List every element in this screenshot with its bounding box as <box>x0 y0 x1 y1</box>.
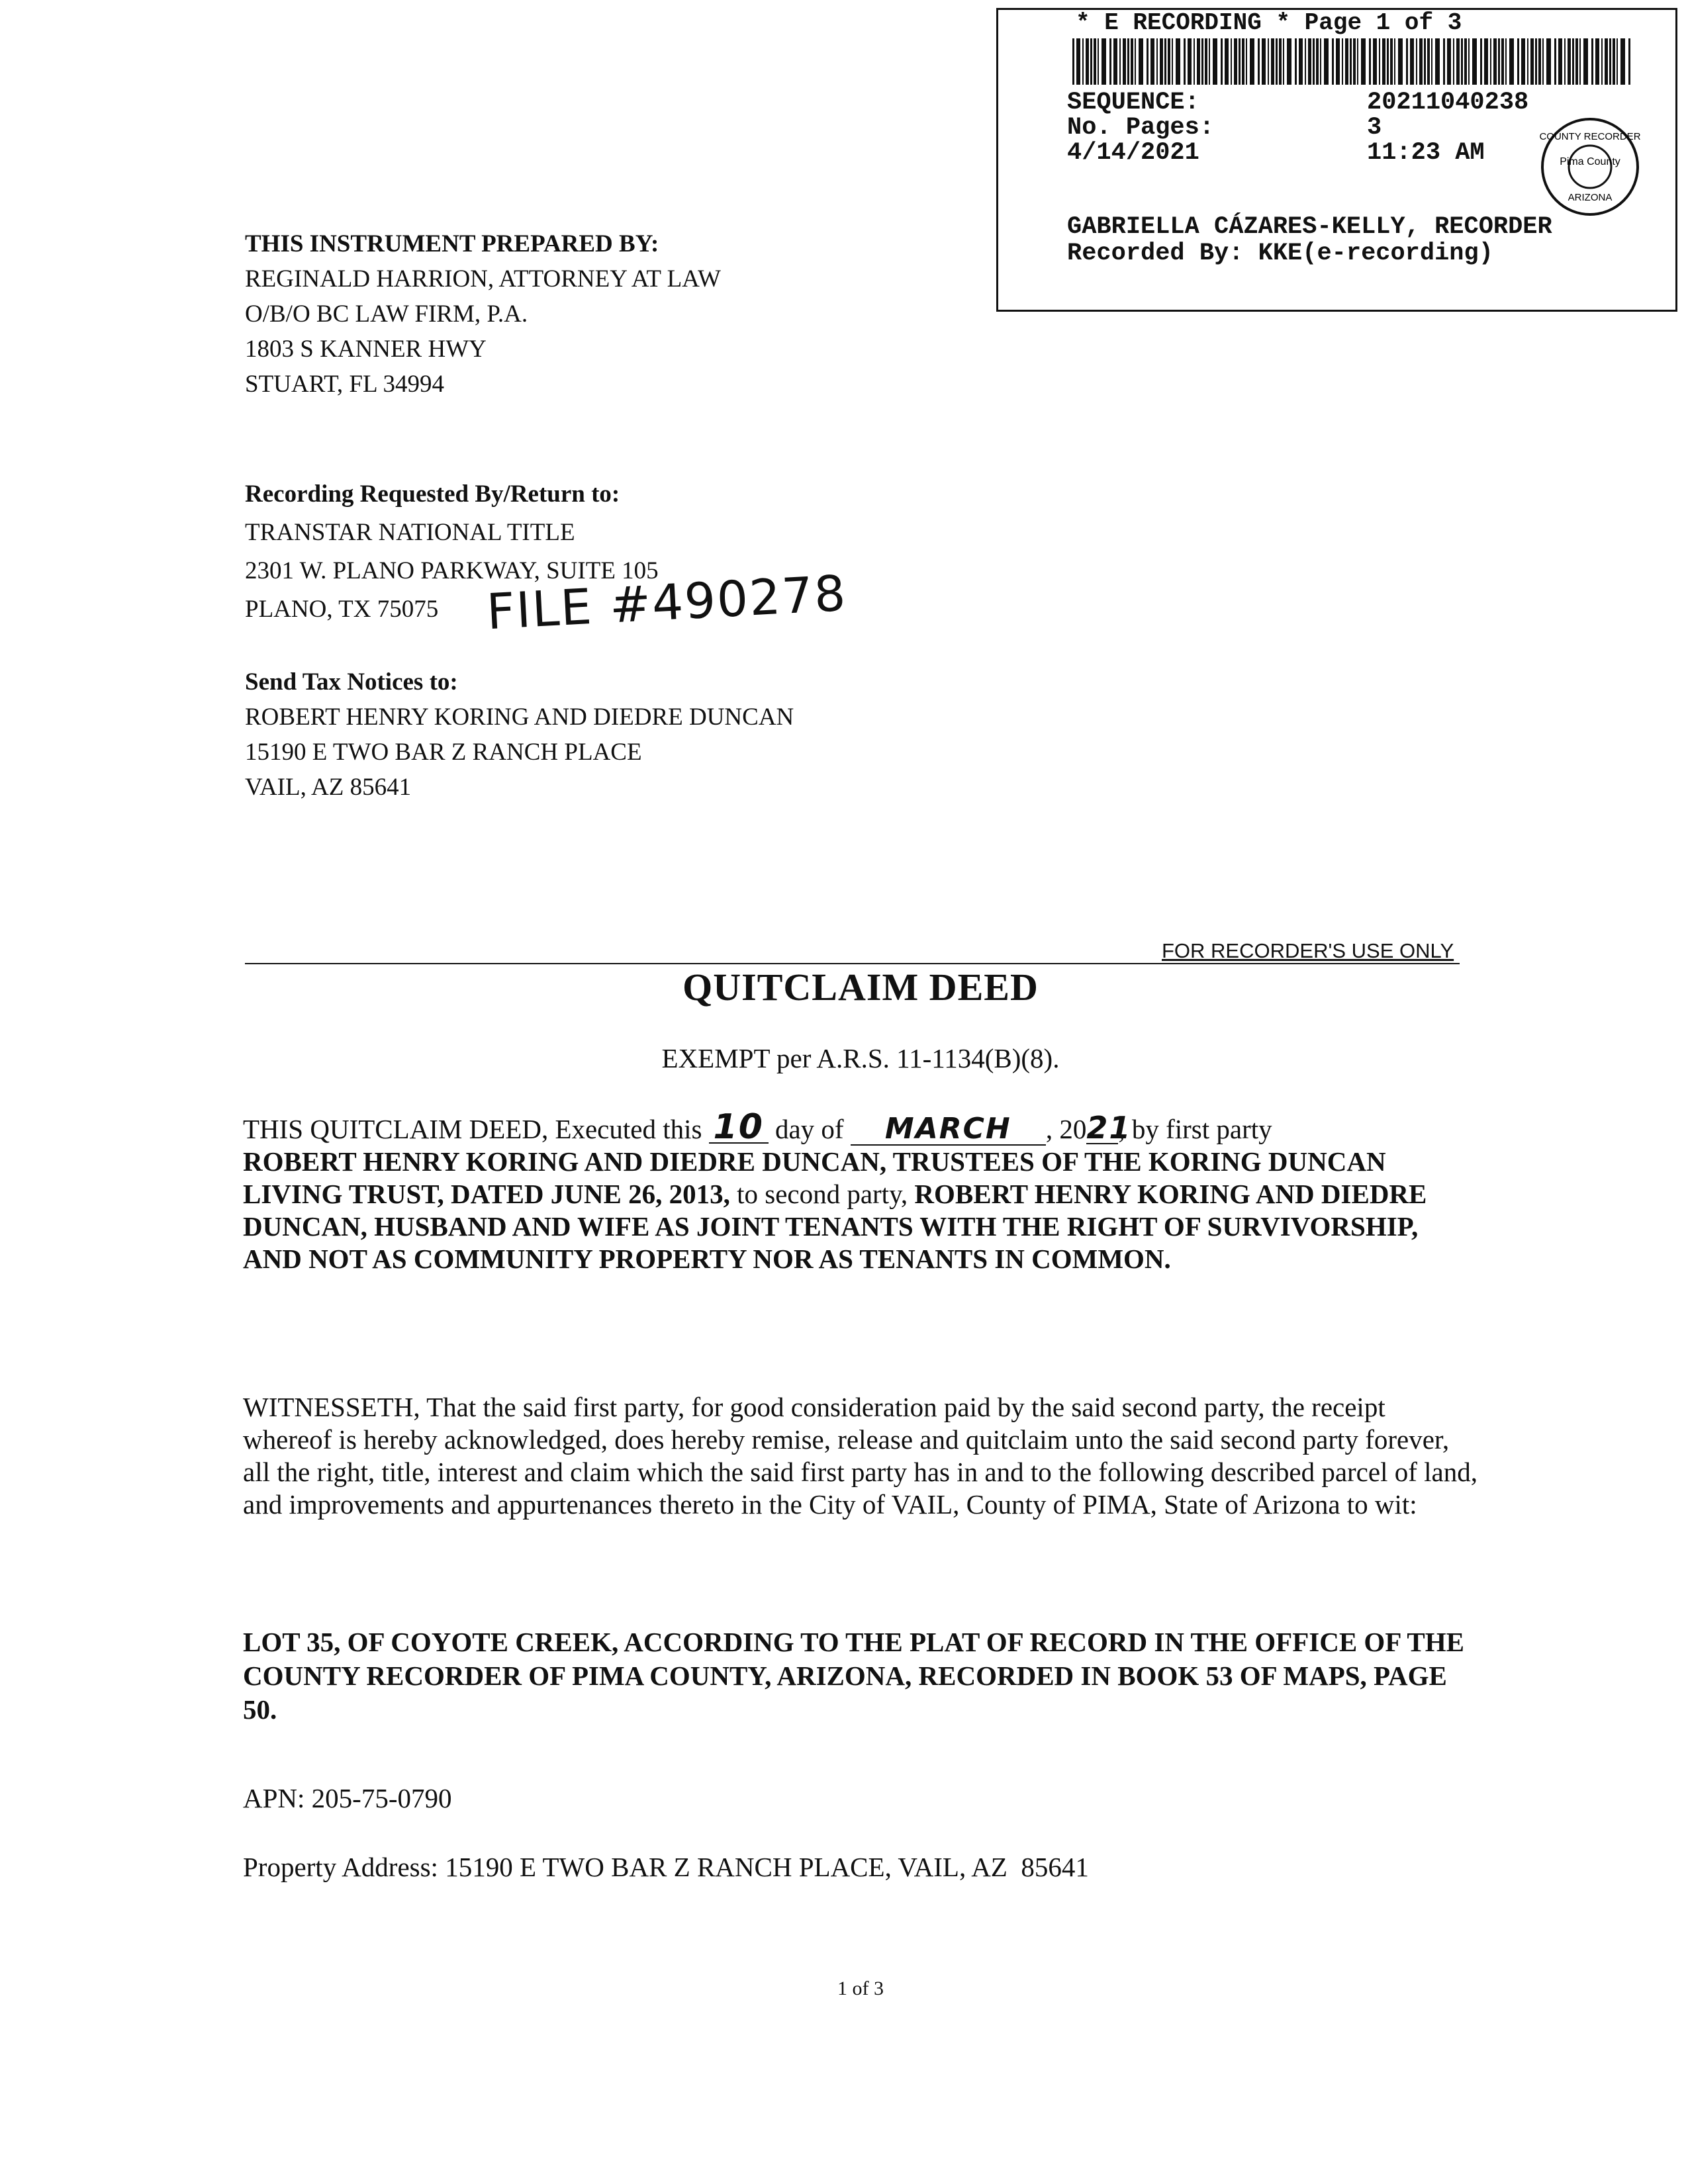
barcode-bar <box>1628 38 1630 85</box>
barcode-bar <box>1164 38 1166 85</box>
barcode-bar <box>1575 38 1578 85</box>
barcode-bar <box>1350 38 1352 85</box>
barcode-bar <box>1601 38 1603 85</box>
barcode-bar <box>1150 38 1154 85</box>
svg-text:ARIZONA: ARIZONA <box>1568 192 1613 203</box>
property-address: Property Address: 15190 E TWO BAR Z RANCH PLACE, VAIL, AZ 85641 <box>243 1852 1089 1882</box>
executed-intro: THIS QUITCLAIM DEED, Executed this <box>243 1114 702 1144</box>
barcode-bar <box>1617 38 1618 85</box>
record-time: 11:23 AM <box>1367 139 1485 167</box>
return-to-line: 2301 W. PLANO PARKWAY, SUITE 105 <box>245 557 659 584</box>
barcode-bar <box>1387 38 1389 85</box>
barcode-bar <box>1102 38 1106 85</box>
pages-value: 3 <box>1367 114 1382 142</box>
barcode <box>1072 38 1632 85</box>
barcode-bar <box>1234 38 1237 85</box>
barcode-bar <box>1188 38 1192 85</box>
apn: APN: 205-75-0790 <box>243 1783 452 1813</box>
barcode-bar <box>1353 38 1356 85</box>
barcode-bar <box>1109 38 1111 85</box>
barcode-bar <box>1250 38 1254 85</box>
barcode-bar <box>1156 38 1158 85</box>
barcode-bar <box>1484 38 1488 85</box>
barcode-bar <box>1242 38 1244 85</box>
tax-notices-line: ROBERT HENRY KORING AND DIEDRE DUNCAN <box>245 704 794 731</box>
barcode-bar <box>1410 38 1414 85</box>
barcode-bar <box>1276 38 1278 85</box>
barcode-bar <box>1332 38 1334 85</box>
barcode-bar <box>1283 38 1284 85</box>
barcode-bar <box>1572 38 1574 85</box>
barcode-bar <box>1493 38 1497 85</box>
legal-description: LOT 35, OF COYOTE CREEK, ACCORDING TO THE PLAT OF RECORD IN THE OFFICE OF THE COUNTY RECORDER OF PIMA COUNTY, ARIZONA, RECORDED IN BOOK 53 OF MAPS, PAGE 50. <box>243 1627 1464 1725</box>
barcode-bar <box>1461 38 1463 85</box>
barcode-bar <box>1086 38 1089 85</box>
barcode-bar <box>1213 38 1217 85</box>
barcode-bar <box>1221 38 1223 85</box>
executed-paragraph <box>243 1107 1481 1275</box>
barcode-bar <box>1336 38 1340 85</box>
barcode-bar <box>1113 38 1117 85</box>
barcode-bar <box>1453 38 1454 85</box>
barcode-bar <box>1168 38 1170 85</box>
barcode-bar <box>1176 38 1180 85</box>
barcode-bar <box>1279 38 1282 85</box>
prepared-by-heading: THIS INSTRUMENT PREPARED BY: <box>245 230 659 257</box>
barcode-bar <box>1147 38 1149 85</box>
barcode-bar <box>1357 38 1358 85</box>
barcode-bar <box>1490 38 1491 85</box>
barcode-bar <box>1205 38 1207 85</box>
barcode-bar <box>1316 38 1319 85</box>
barcode-bar <box>1406 38 1408 85</box>
barcode-bar <box>1308 38 1311 85</box>
day-of: day of <box>774 1114 844 1144</box>
executed-after: , by first party <box>1118 1114 1272 1144</box>
barcode-bar <box>1373 38 1377 85</box>
pages-label: No. Pages: <box>1067 114 1215 142</box>
county-seal-icon <box>1539 116 1642 218</box>
barcode-bar <box>1361 38 1366 85</box>
barcode-bar <box>1501 38 1504 85</box>
recorder-name: GABRIELLA CÁZARES-KELLY, RECORDER <box>1067 213 1552 241</box>
barcode-bar <box>1258 38 1260 85</box>
svg-text:COUNTY RECORDER: COUNTY RECORDER <box>1539 131 1641 142</box>
barcode-bar <box>1131 38 1133 85</box>
barcode-bar <box>1305 38 1306 85</box>
barcode-bar <box>1558 38 1562 85</box>
page-footer: 1 of 3 <box>837 1978 884 1999</box>
handwritten-day: 10 <box>709 1112 769 1144</box>
barcode-bar <box>1197 38 1200 85</box>
prepared-by-block <box>245 226 721 402</box>
barcode-bar <box>1613 38 1615 85</box>
barcode-bar <box>1527 38 1528 85</box>
prepared-by-line: O/B/O BC LAW FIRM, P.A. <box>245 300 528 328</box>
tax-notices-heading: Send Tax Notices to: <box>245 668 458 696</box>
barcode-bar <box>1342 38 1343 85</box>
barcode-bar <box>1320 38 1321 85</box>
barcode-bar <box>1172 38 1173 85</box>
barcode-bar <box>1419 38 1423 85</box>
handwritten-month: MARCH <box>851 1114 1046 1146</box>
barcode-bar <box>1605 38 1608 85</box>
barcode-bar <box>1184 38 1186 85</box>
barcode-bar <box>1505 38 1507 85</box>
barcode-bar <box>1246 38 1247 85</box>
barcode-bar <box>1427 38 1430 85</box>
barcode-bar <box>1239 38 1241 85</box>
barcode-bar <box>1160 38 1163 85</box>
first-party: ROBERT HENRY KORING AND DIEDRE DUNCAN, TRUSTEES OF THE KORING DUNCAN LIVING TRUST, DATED JUNE 26, 2013, <box>243 1146 1386 1209</box>
barcode-bar <box>1382 38 1385 85</box>
barcode-bar <box>1287 38 1291 85</box>
prepared-by-line: REGINALD HARRION, ATTORNEY AT LAW <box>245 265 721 293</box>
barcode-bar <box>1498 38 1500 85</box>
prepared-by-line: 1803 S KANNER HWY <box>245 336 487 363</box>
barcode-bar <box>1456 38 1460 85</box>
barcode-bar <box>1620 38 1625 85</box>
exempt-line: EXEMPT per A.R.S. 11-1134(B)(8). <box>661 1043 1060 1073</box>
barcode-bar <box>1546 38 1551 85</box>
stamp-header: * E RECORDING * Page 1 of 3 <box>1076 9 1462 36</box>
barcode-bar <box>1072 38 1074 85</box>
barcode-bar <box>1443 38 1445 85</box>
recorder-use-rule <box>245 963 1460 964</box>
sequence-value: 20211040238 <box>1367 89 1529 116</box>
barcode-bar <box>1583 38 1588 85</box>
handwritten-year: 21 <box>1086 1110 1132 1146</box>
recorder-use-label: FOR RECORDER'S USE ONLY <box>1162 939 1454 962</box>
barcode-bar <box>1568 38 1571 85</box>
tax-notices-block <box>245 664 794 805</box>
barcode-bar <box>1313 38 1315 85</box>
barcode-bar <box>1098 38 1099 85</box>
barcode-bar <box>1119 38 1121 85</box>
barcode-bar <box>1564 38 1566 85</box>
barcode-bar <box>1609 38 1611 85</box>
record-date: 4/14/2021 <box>1067 139 1199 167</box>
barcode-bar <box>1472 38 1477 85</box>
barcode-bar <box>1127 38 1129 85</box>
barcode-bar <box>1517 38 1519 85</box>
barcode-bar <box>1231 38 1232 85</box>
recorded-by: Recorded By: KKE(e-recording) <box>1067 240 1493 267</box>
handwritten-file-number: FILE #490278 <box>485 565 849 641</box>
barcode-bar <box>1521 38 1525 85</box>
document-title: QUITCLAIM DEED <box>682 966 1039 1009</box>
barcode-bar <box>1554 38 1556 85</box>
sequence-label: SEQUENCE: <box>1067 89 1199 116</box>
year-prefix: , 20 <box>1045 1114 1087 1144</box>
barcode-bar <box>1394 38 1395 85</box>
barcode-bar <box>1209 38 1210 85</box>
return-to-heading: Recording Requested By/Return to: <box>245 480 620 508</box>
barcode-bar <box>1225 38 1229 85</box>
tax-notices-line: VAIL, AZ 85641 <box>245 774 412 801</box>
barcode-bar <box>1530 38 1534 85</box>
barcode-bar <box>1447 38 1451 85</box>
barcode-bar <box>1398 38 1403 85</box>
witnesseth-paragraph: WITNESSETH, That the said first party, for good consideration paid by the said second party, the receipt whereof is hereby acknowledged, does hereby remise, release and quitclaim unto the said second party forever, all the right, title, interest and claim which the said first party has in and to the following described parcel of land, and improvements and appurtenances thereto in the City of VAIL, County of PIMA, State of Arizona to wit: <box>243 1392 1477 1520</box>
barcode-bar <box>1082 38 1084 85</box>
barcode-bar <box>1295 38 1297 85</box>
tax-notices-line: 15190 E TWO BAR Z RANCH PLACE <box>245 739 642 766</box>
barcode-bar <box>1390 38 1393 85</box>
barcode-bar <box>1139 38 1143 85</box>
barcode-bar <box>1268 38 1269 85</box>
return-to-line: PLANO, TX 75075 <box>245 596 439 623</box>
barcode-bar <box>1090 38 1092 85</box>
barcode-bar <box>1464 38 1467 85</box>
to-second-party: to second party, <box>729 1179 915 1209</box>
barcode-bar <box>1431 38 1432 85</box>
barcode-bar <box>1299 38 1303 85</box>
barcode-bar <box>1595 38 1599 85</box>
prepared-by-line: STUART, FL 34994 <box>245 371 444 398</box>
second-party: ROBERT HENRY KORING AND DIEDRE DUNCAN, HUSBAND AND WIFE AS JOINT TENANTS WITH THE RIGHT OF SURVIVORSHIP, AND NOT AS COMMUNITY PROPERTY NOR AS TENANTS IN COMMON. <box>243 1179 1427 1274</box>
barcode-bar <box>1345 38 1348 85</box>
barcode-bar <box>1135 38 1136 85</box>
svg-text:Pima County: Pima County <box>1560 156 1620 167</box>
barcode-bar <box>1538 38 1541 85</box>
barcode-bar <box>1591 38 1593 85</box>
barcode-bar <box>1542 38 1544 85</box>
barcode-bar <box>1379 38 1380 85</box>
barcode-bar <box>1094 38 1096 85</box>
barcode-bar <box>1076 38 1080 85</box>
barcode-bar <box>1480 38 1482 85</box>
return-to-line: TRANSTAR NATIONAL TITLE <box>245 519 575 546</box>
barcode-bar <box>1324 38 1329 85</box>
barcode-bar <box>1509 38 1514 85</box>
barcode-bar <box>1201 38 1203 85</box>
barcode-bar <box>1579 38 1581 85</box>
barcode-bar <box>1468 38 1470 85</box>
barcode-bar <box>1535 38 1537 85</box>
barcode-bar <box>1435 38 1440 85</box>
barcode-bar <box>1271 38 1274 85</box>
barcode-bar <box>1194 38 1195 85</box>
barcode-bar <box>1369 38 1371 85</box>
barcode-bar <box>1123 38 1126 85</box>
barcode-bar <box>1262 38 1266 85</box>
barcode-bar <box>1416 38 1417 85</box>
barcode-bar <box>1424 38 1426 85</box>
